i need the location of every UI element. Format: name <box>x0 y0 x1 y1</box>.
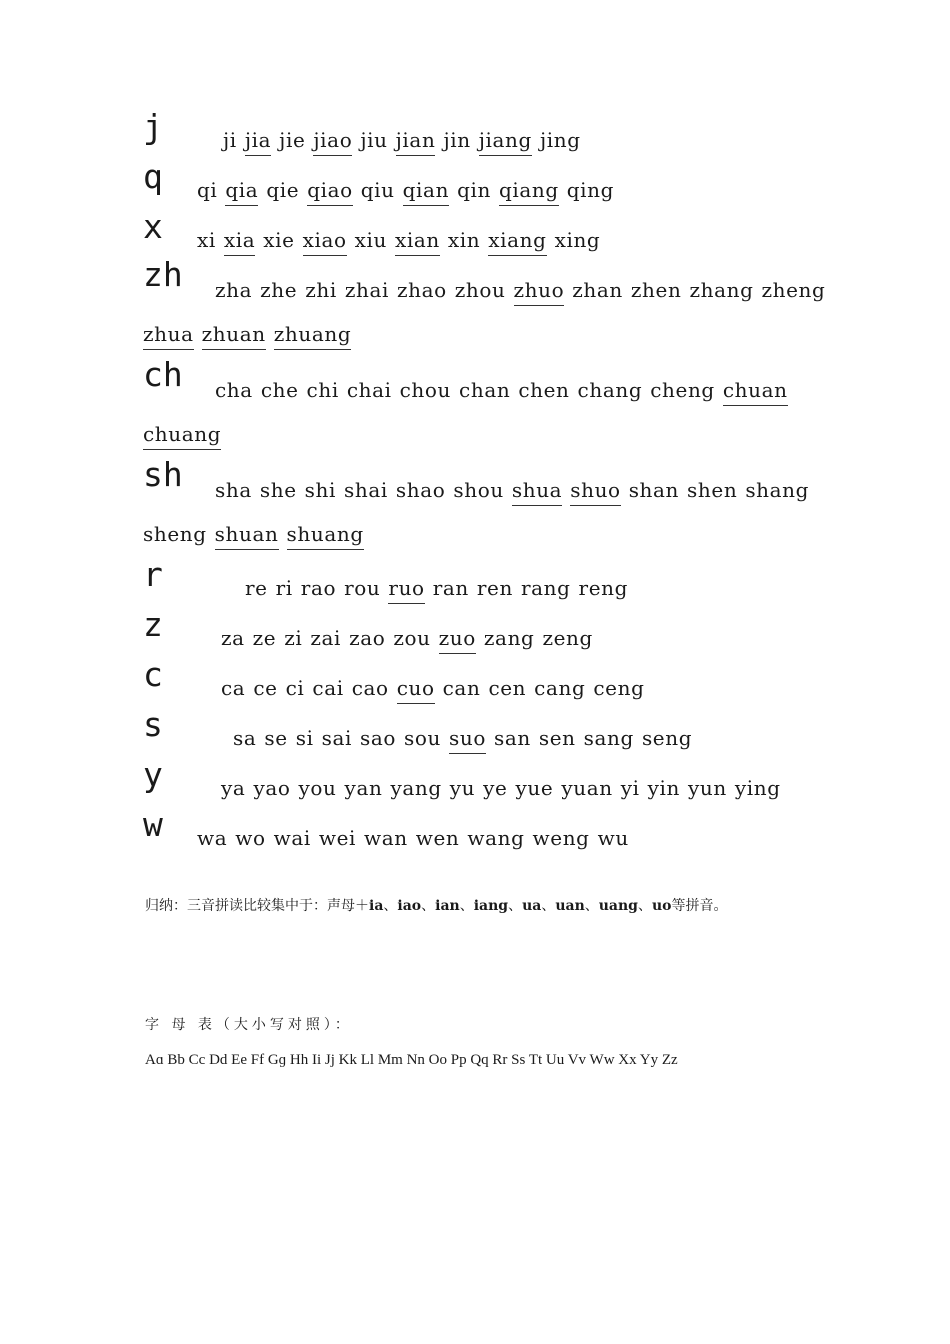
syllable: shen <box>687 478 738 502</box>
syllable: zhou <box>454 278 506 302</box>
syllable: sao <box>359 726 396 750</box>
syllable: qian <box>403 180 449 206</box>
syllable: jiang <box>479 130 532 156</box>
final-sound: iang <box>473 898 509 914</box>
syllable: cai <box>312 676 344 700</box>
final-sound: ian <box>435 898 460 914</box>
syllable: xiu <box>354 228 388 252</box>
syllable: cao <box>351 676 389 700</box>
syllable: yang <box>390 776 442 800</box>
syllable: chen <box>518 378 570 402</box>
separator: 、 <box>508 898 523 914</box>
syllable-list <box>221 778 789 798</box>
syllable: cang <box>534 676 586 700</box>
syllable: re <box>245 576 268 600</box>
syllable: qiu <box>360 178 395 202</box>
syllable: se <box>264 726 288 750</box>
syllable: zhuang <box>274 324 352 350</box>
syllable: chou <box>399 378 452 402</box>
syllable: ji <box>223 128 237 152</box>
syllable: jia <box>245 130 271 156</box>
syllable: ri <box>275 576 293 600</box>
syllable: wen <box>415 826 460 850</box>
syllable: shi <box>304 478 336 502</box>
initial-consonant: zh <box>143 255 183 294</box>
alphabet-list: Aɑ Bb Cc Dd Ee Ff Gɡ Hh Ii Jj Kk Ll Mm Nn Oo Pp Qq Rr Ss Tt Uu Vv Ww Xx Yy Zz <box>145 1052 678 1068</box>
syllable: zheng <box>761 278 826 302</box>
summary-suffix: 等拼音。 <box>671 898 728 914</box>
syllable: zhang <box>689 278 754 302</box>
syllable: yi <box>620 776 640 800</box>
syllable: cheng <box>650 378 715 402</box>
summary-note <box>145 895 728 915</box>
syllable: she <box>259 478 297 502</box>
initial-consonant: j <box>143 107 163 146</box>
syllable: xia <box>224 230 255 256</box>
syllable: shuang <box>287 524 364 550</box>
initial-consonant: ch <box>143 355 183 394</box>
syllable: sang <box>583 726 634 750</box>
syllable-list-continued <box>143 424 229 450</box>
syllable: wai <box>273 826 311 850</box>
syllable: zi <box>284 626 303 650</box>
syllable: rang <box>520 576 571 600</box>
syllable: chi <box>306 378 339 402</box>
syllable: rou <box>344 576 381 600</box>
syllable: jiao <box>313 130 352 156</box>
syllable-list <box>197 230 608 256</box>
syllable: suo <box>449 728 486 754</box>
separator: 、 <box>459 898 474 914</box>
syllable: shou <box>453 478 504 502</box>
syllable: qie <box>266 178 300 202</box>
alphabet-title: 字 母 表（大小写对照）： <box>145 1017 353 1033</box>
syllable: shuan <box>215 524 279 550</box>
syllable: qiang <box>499 180 559 206</box>
syllable: za <box>221 626 245 650</box>
syllable: sen <box>538 726 576 750</box>
syllable: sou <box>404 726 441 750</box>
syllable: yao <box>253 776 291 800</box>
syllable: you <box>298 776 337 800</box>
syllable: sa <box>233 726 257 750</box>
syllable-list <box>215 380 796 406</box>
syllable: chuang <box>143 424 221 450</box>
syllable: qi <box>197 178 218 202</box>
syllable: ce <box>253 676 278 700</box>
syllable: xian <box>395 230 440 256</box>
syllable: can <box>442 676 481 700</box>
syllable-list-continued <box>143 324 359 350</box>
initial-consonant: q <box>143 157 163 196</box>
syllable: shang <box>745 478 810 502</box>
final-sound: uo <box>651 898 672 914</box>
syllable-list <box>197 828 637 848</box>
syllable: cha <box>215 378 253 402</box>
syllable-list <box>215 480 817 506</box>
syllable: reng <box>578 576 629 600</box>
syllable: qing <box>566 178 615 202</box>
syllable: zang <box>483 626 535 650</box>
syllable: zai <box>310 626 342 650</box>
separator: 、 <box>541 898 556 914</box>
final-sound: uan <box>555 898 585 914</box>
syllable: zhuan <box>202 324 266 350</box>
syllable: jin <box>443 128 471 152</box>
syllable: wei <box>318 826 357 850</box>
syllable: weng <box>532 826 590 850</box>
initial-consonant: x <box>143 207 163 246</box>
syllable: ceng <box>593 676 645 700</box>
syllable: shua <box>512 480 562 506</box>
syllable: chuan <box>723 380 788 406</box>
syllable: xi <box>197 228 216 252</box>
syllable: wang <box>467 826 525 850</box>
syllable: shai <box>344 478 388 502</box>
syllable-list <box>197 180 622 206</box>
syllable: xin <box>447 228 481 252</box>
syllable: wu <box>597 826 629 850</box>
syllable: shuo <box>570 480 620 506</box>
syllable-list-continued <box>143 524 372 550</box>
syllable: ca <box>221 676 246 700</box>
syllable: yan <box>344 776 383 800</box>
syllable: ya <box>221 776 246 800</box>
syllable: ruo <box>388 578 424 604</box>
syllable: chang <box>577 378 643 402</box>
syllable: cuo <box>397 678 435 704</box>
initial-consonant: y <box>143 755 163 794</box>
syllable: zhuo <box>514 280 565 306</box>
syllable: sheng <box>143 522 207 546</box>
syllable: ze <box>252 626 277 650</box>
syllable: shan <box>628 478 680 502</box>
initial-consonant: z <box>143 605 163 644</box>
syllable: xie <box>263 228 295 252</box>
syllable: shao <box>395 478 446 502</box>
syllable: zha <box>215 278 253 302</box>
syllable: ran <box>432 576 469 600</box>
syllable-list <box>223 130 589 156</box>
syllable: xing <box>554 228 601 252</box>
final-sound: uang <box>598 898 638 914</box>
syllable: chai <box>346 378 392 402</box>
syllable: zao <box>349 626 386 650</box>
syllable: zhua <box>143 324 194 350</box>
syllable-list <box>215 280 833 306</box>
syllable: zou <box>393 626 431 650</box>
syllable: xiao <box>303 230 347 256</box>
syllable: qiao <box>307 180 353 206</box>
syllable: ci <box>285 676 305 700</box>
syllable: wo <box>235 826 266 850</box>
syllable: jing <box>539 128 581 152</box>
syllable-list <box>221 678 653 704</box>
syllable: yin <box>647 776 681 800</box>
syllable: wa <box>197 826 228 850</box>
syllable: yuan <box>561 776 613 800</box>
final-sound: ua <box>522 898 542 914</box>
syllable: zhe <box>260 278 298 302</box>
separator: 、 <box>584 898 599 914</box>
syllable: sha <box>215 478 252 502</box>
syllable: zeng <box>542 626 593 650</box>
initial-consonant: s <box>143 705 163 744</box>
separator: 、 <box>383 898 398 914</box>
syllable: qia <box>225 180 258 206</box>
final-sound: ia <box>369 898 384 914</box>
separator: 、 <box>421 898 436 914</box>
syllable: zhen <box>630 278 682 302</box>
initial-consonant: r <box>143 555 163 594</box>
final-sound: iao <box>397 898 422 914</box>
syllable: cen <box>488 676 527 700</box>
syllable: wan <box>364 826 408 850</box>
syllable: jian <box>396 130 436 156</box>
summary-finals <box>369 898 672 914</box>
syllable-list <box>221 628 601 654</box>
syllable: chan <box>459 378 511 402</box>
syllable: xiang <box>488 230 546 256</box>
syllable: si <box>295 726 314 750</box>
syllable: san <box>494 726 531 750</box>
syllable: jie <box>279 128 306 152</box>
syllable: sai <box>321 726 352 750</box>
syllable-list <box>233 728 700 754</box>
summary-prefix: 归纳：三音拼读比较集中于：声母＋ <box>145 898 369 914</box>
syllable: zhai <box>344 278 389 302</box>
syllable: ren <box>476 576 513 600</box>
syllable: jiu <box>360 128 388 152</box>
syllable: yun <box>688 776 727 800</box>
syllable: ye <box>483 776 508 800</box>
syllable: che <box>260 378 299 402</box>
initial-consonant: w <box>143 805 163 844</box>
separator: 、 <box>637 898 652 914</box>
syllable: zhan <box>572 278 623 302</box>
syllable: ying <box>734 776 781 800</box>
syllable: zhao <box>396 278 447 302</box>
syllable: seng <box>641 726 693 750</box>
syllable: zhi <box>305 278 337 302</box>
syllable-list <box>245 578 636 604</box>
syllable: zuo <box>439 628 476 654</box>
syllable: rao <box>300 576 337 600</box>
syllable: qin <box>457 178 491 202</box>
initial-consonant: c <box>143 655 163 694</box>
initial-consonant: sh <box>143 455 183 494</box>
syllable: yue <box>515 776 554 800</box>
syllable: yu <box>449 776 476 800</box>
